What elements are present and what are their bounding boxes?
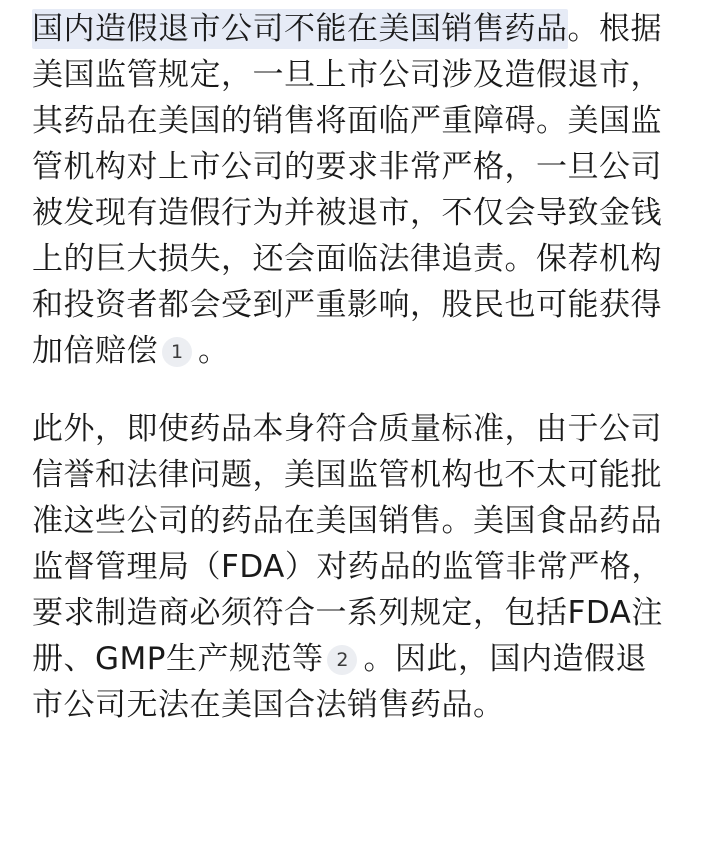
paragraph-1 xyxy=(32,0,678,374)
paragraph-1-tail: 。 xyxy=(198,333,230,369)
paragraph-2-tail: 。因此，国内造假退市公司无法在美国合法销售药品。 xyxy=(32,641,647,723)
citation-badge-1[interactable]: 1 xyxy=(162,337,192,367)
paragraph-1-text: 。根据美国监管规定，一旦上市公司涉及造假退市，其药品在美国的销售将面临严重障碍。美国监管机构对上市公司的要求非常严格，一旦公司被发现有造假行为并被退市，不仅会导致金钱上的巨大损失，还会面临法律追责。保荐机构和投资者都会受到严重影响，股民也可能获得加倍赔偿 xyxy=(32,11,662,369)
paragraph-2 xyxy=(32,406,678,728)
highlighted-text[interactable]: 国内造假退市公司不能在美国销售药品 xyxy=(32,11,568,47)
paragraph-2-text: 此外，即使药品本身符合质量标准，由于公司信誉和法律问题，美国监管机构也不太可能批准这些公司的药品在美国销售。美国食品药品监督管理局（FDA）对药品的监管非常严格，要求制造商必须符合一系列规定，包括FDA注册、GMP生产规范等 xyxy=(32,411,663,677)
citation-badge-2[interactable]: 2 xyxy=(327,645,357,675)
